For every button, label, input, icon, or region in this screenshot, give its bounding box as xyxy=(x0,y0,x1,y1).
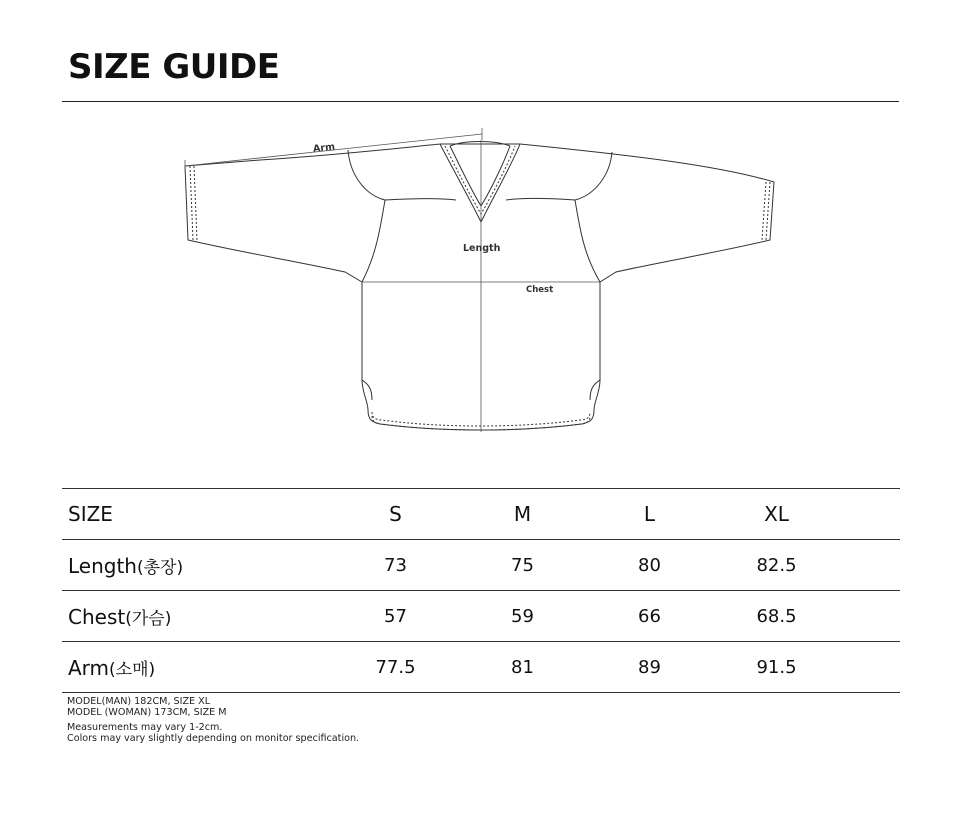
left-cuff-stitch xyxy=(190,166,193,240)
chest-label: Chest xyxy=(526,285,554,295)
collar-inner xyxy=(450,146,510,206)
row-label-en: Arm xyxy=(68,655,110,680)
row-label-en: Length xyxy=(68,553,137,578)
size-table xyxy=(62,488,900,693)
row-label-ko: (총장) xyxy=(136,557,184,578)
raglan-seam-right xyxy=(575,152,612,282)
cell-chest-l: 66 xyxy=(586,591,713,642)
header-size-l: L xyxy=(586,489,713,540)
header-spacer xyxy=(840,489,900,540)
cell-arm-s: 77.5 xyxy=(332,642,459,693)
cell-length-m: 75 xyxy=(459,540,586,591)
color-disclaimer: Colors may vary slightly depending on monitor specification. xyxy=(67,733,360,744)
cell-chest-m: 59 xyxy=(459,591,586,642)
page-title: SIZE GUIDE xyxy=(68,47,280,87)
measurement-disclaimer: Measurements may vary 1-2cm. xyxy=(67,722,223,733)
cell-chest-xl: 68.5 xyxy=(713,591,840,642)
yoke-seam xyxy=(385,199,575,201)
model-man-note: MODEL(MAN) 182CM, SIZE XL xyxy=(67,696,211,707)
model-woman-note: MODEL (WOMAN) 173CM, SIZE M xyxy=(67,707,227,718)
header-size: SIZE xyxy=(62,489,332,540)
measure-lines xyxy=(185,128,600,432)
footnotes xyxy=(67,696,359,744)
table-row-chest xyxy=(62,591,900,642)
cell-arm-xl: 91.5 xyxy=(713,642,840,693)
cell-arm-l: 89 xyxy=(586,642,713,693)
table-row-length xyxy=(62,540,900,591)
table-row-arm xyxy=(62,642,900,693)
row-spacer xyxy=(840,540,900,591)
header-size-m: M xyxy=(459,489,586,540)
left-cuff-stitch-2 xyxy=(194,166,197,240)
length-label: Length xyxy=(463,243,501,254)
cell-length-xl: 82.5 xyxy=(713,540,840,591)
row-label-en: Chest xyxy=(68,604,126,629)
jersey-outline xyxy=(185,144,774,430)
row-label-chest xyxy=(62,591,332,642)
table-header-row xyxy=(62,489,900,540)
row-label-ko: (소매) xyxy=(109,659,156,680)
cell-chest-s: 57 xyxy=(332,591,459,642)
right-cuff-stitch xyxy=(762,182,766,240)
row-spacer xyxy=(840,642,900,693)
header-size-xl: XL xyxy=(713,489,840,540)
raglan-seam-left xyxy=(348,150,385,282)
cell-length-l: 80 xyxy=(586,540,713,591)
collar-outer xyxy=(440,144,520,222)
arm-label: Arm xyxy=(312,141,336,155)
row-label-arm xyxy=(62,642,332,693)
row-label-ko: (가슴) xyxy=(125,608,172,629)
header-size-s: S xyxy=(332,489,459,540)
right-cuff-stitch-2 xyxy=(766,182,770,240)
row-spacer xyxy=(840,591,900,642)
cell-length-s: 73 xyxy=(332,540,459,591)
row-label-length xyxy=(62,540,332,591)
cell-arm-m: 81 xyxy=(459,642,586,693)
